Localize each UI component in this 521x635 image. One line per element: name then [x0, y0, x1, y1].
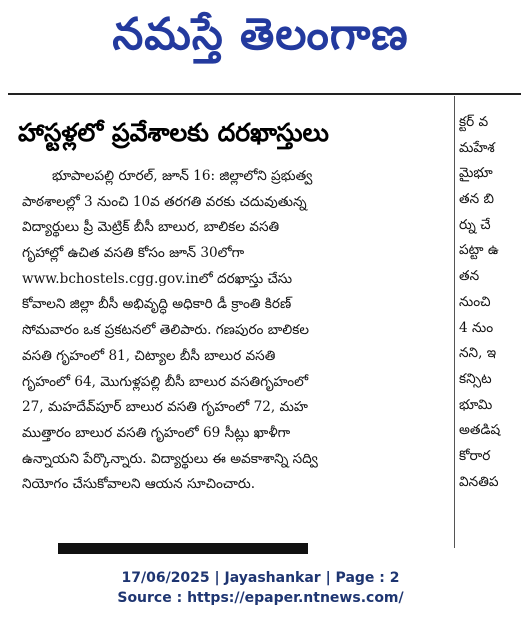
- article-line: వసతి గృహంలో 81, చిట్యాల బీసీ బాలుర వసతి: [22, 347, 276, 364]
- newspaper-title: నమస్తే తెలంగాణ: [112, 9, 409, 60]
- article-line: కోవాలని జిల్లా బీసీ అభివృద్ధి అధికారి డీ క్రాంతి కిరణ్: [22, 296, 292, 313]
- column-divider: [454, 96, 455, 548]
- article-line: భూపాలపల్లి రూరల్, జూన్ 16: జిల్లాలోని ప్రభుత్వ: [52, 168, 313, 184]
- side-line: కోరార: [459, 447, 491, 464]
- article-line: నియోగం చేసుకోవాలని ఆయన సూచించారు.: [22, 476, 256, 493]
- article-line: ఉన్నాయని పేర్కొన్నారు. విద్యార్థులు ఈ అవకాశాన్ని సద్వి: [22, 450, 318, 467]
- side-line: మైభూ: [459, 165, 493, 182]
- article-line: గృహంలో 64, మొగుళ్లపల్లి బీసీ బాలుర వసతిగృహంలో: [22, 373, 309, 390]
- article-line: పాఠశాలల్లో 3 నుంచి 10వ తరగతి వరకు చదువుతున్న: [22, 193, 307, 210]
- side-line: అతడిష: [459, 422, 501, 439]
- adjacent-article-column: [459, 110, 521, 495]
- side-line: క్టర్ వ: [459, 114, 489, 130]
- article-line: ముత్తారం బాలుర వసతి గృహంలో 69 సీట్లు ఖాళీగా: [22, 424, 291, 441]
- side-line: పట్టా ఉ: [459, 242, 499, 259]
- footer-date-edition: 17/06/2025 | Jayashankar | Page : 2: [121, 570, 400, 586]
- side-line: 4 నుం: [459, 319, 494, 336]
- article-clipping: [8, 88, 521, 554]
- side-line: మహేశ: [459, 139, 495, 156]
- masthead: [0, 0, 521, 80]
- side-line: కన్సిట: [459, 370, 492, 387]
- side-line: ర్ను చే: [459, 216, 491, 233]
- side-line: భూమి: [459, 396, 493, 413]
- article-body: [22, 164, 444, 498]
- article-line: 27, మహదేవ్‌పూర్ బాలుర వసతి గృహంలో 72, మహ: [22, 399, 308, 416]
- side-line: తన బి: [459, 191, 494, 208]
- side-line: తన: [459, 268, 480, 285]
- top-rule: [8, 93, 521, 95]
- article-line: గృహాల్లో ఉచిత వసతి కోసం జూన్ 30లోగా: [22, 245, 245, 262]
- side-line: నుంచి: [459, 293, 491, 310]
- article-line: www.bchostels.cgg.gov.inలో దరఖాస్తు చేసు: [22, 270, 293, 287]
- footer: [0, 568, 521, 608]
- article-headline: హాస్టళ్లలో ప్రవేశాలకు దరఖాస్తులు: [18, 118, 329, 147]
- article-line: విద్యార్థులు ప్రీ మెట్రిక్ బీసీ బాలుర, బాలికల వసతి: [22, 219, 280, 236]
- cropped-next-headline: [58, 543, 308, 554]
- side-line: నని, ఇ: [459, 345, 497, 362]
- article-line: సోమవారం ఒక ప్రకటనలో తెలిపారు. గణపురం బాలికల: [22, 322, 310, 339]
- side-line: వినతిప: [459, 473, 499, 490]
- footer-source: Source : https://epaper.ntnews.com/: [117, 590, 404, 606]
